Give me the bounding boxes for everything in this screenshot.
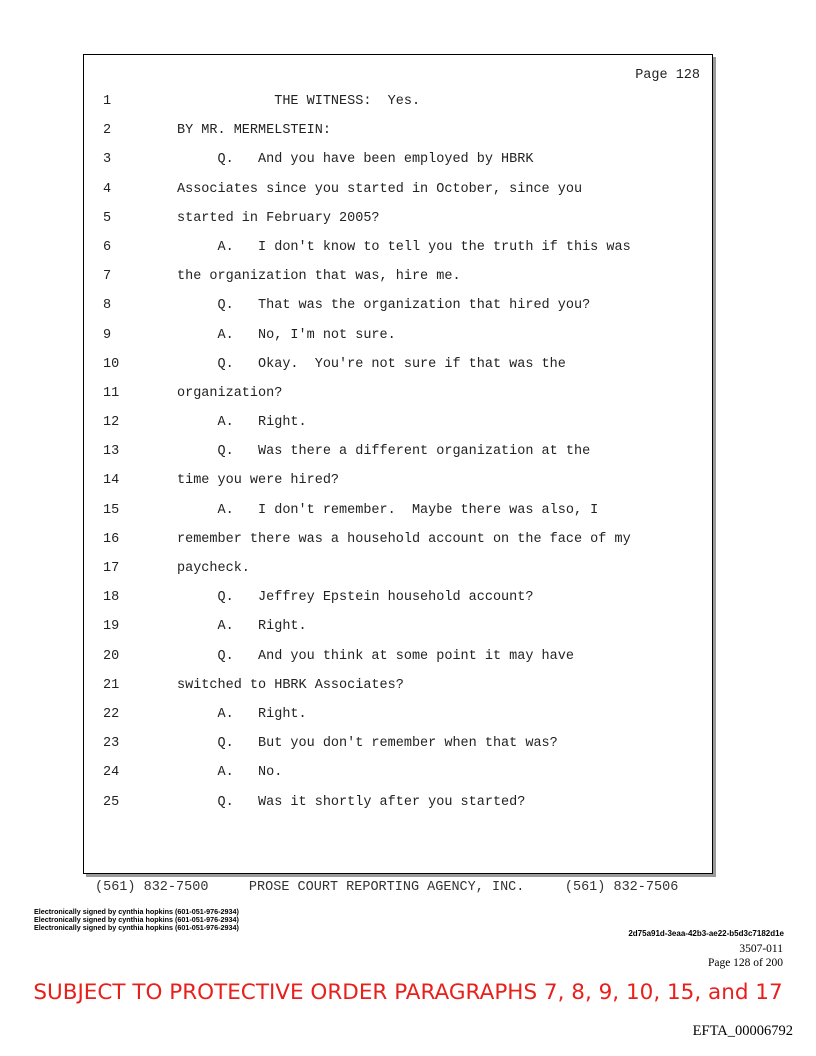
- transcript-line: [84, 123, 712, 152]
- line-text: Q. Was it shortly after you started?: [177, 794, 526, 810]
- line-text: Q. Jeffrey Epstein household account?: [177, 590, 534, 606]
- transcript-line: [84, 795, 712, 824]
- transcript-line: [84, 678, 712, 707]
- line-text: A. I don't remember. Maybe there was also, I: [177, 502, 599, 518]
- line-text: Q. And you have been employed by HBRK: [177, 152, 534, 168]
- line-text: remember there was a household account on the face of my: [177, 531, 631, 547]
- line-text: Q. Was there a different organization at the: [177, 444, 591, 460]
- line-text: Q. But you don't remember when that was?: [177, 736, 558, 752]
- transcript-line: [84, 269, 712, 298]
- line-number: 22: [103, 706, 120, 722]
- transcript-line: [84, 211, 712, 240]
- court-reporter-footer: (561) 832-7500 PROSE COURT REPORTING AGENCY, INC. (561) 832-7506: [95, 880, 679, 895]
- page-number-header: Page 128: [635, 68, 700, 83]
- line-number: 9: [103, 327, 112, 343]
- transcript-line: [84, 532, 712, 561]
- line-text: BY MR. MERMELSTEIN:: [177, 123, 331, 139]
- line-number: 25: [103, 794, 120, 810]
- line-number: 17: [103, 561, 120, 576]
- line-text: time you were hired?: [177, 473, 340, 489]
- line-number: 18: [103, 590, 120, 606]
- line-text: the organization that was, hire me.: [177, 269, 461, 285]
- line-text: A. No, I'm not sure.: [177, 327, 396, 343]
- line-number: 7: [103, 269, 112, 285]
- line-number: 1: [103, 94, 112, 109]
- transcript-line: [84, 328, 712, 357]
- line-number: 10: [103, 356, 120, 372]
- line-number: 19: [103, 619, 120, 635]
- line-number: 15: [103, 502, 120, 518]
- transcript-line: [84, 590, 712, 619]
- line-number: 2: [103, 123, 112, 139]
- transcript-line: [84, 503, 712, 532]
- transcript-line: [84, 386, 712, 415]
- transcript-line: [84, 619, 712, 648]
- line-number: 13: [103, 444, 120, 460]
- line-number: 14: [103, 473, 120, 489]
- line-number: 5: [103, 210, 112, 226]
- line-text: Q. And you think at some point it may have: [177, 648, 574, 664]
- line-text: A. Right.: [177, 415, 307, 431]
- transcript-page: [83, 54, 713, 874]
- transcript-line: [84, 152, 712, 181]
- signature-line-1: Electronically signed by cynthia hopkins (601-051-976-2934): [34, 907, 239, 916]
- line-text: paycheck.: [177, 561, 250, 576]
- protective-order-notice: SUBJECT TO PROTECTIVE ORDER PARAGRAPHS 7, 8, 9, 10, 15, and 17: [33, 980, 783, 1005]
- transcript-line: [84, 415, 712, 444]
- line-text: organization?: [177, 385, 283, 401]
- signature-line-3: Electronically signed by cynthia hopkins (601-051-976-2934): [34, 923, 239, 932]
- transcript-line: [84, 298, 712, 327]
- transcript-line: [84, 357, 712, 386]
- transcript-line: [84, 736, 712, 765]
- document-hash: 2d75a91d-3eaa-42b3-ae22-b5d3c7182d1e: [628, 929, 784, 938]
- transcript-lines: [84, 94, 712, 824]
- line-text: switched to HBRK Associates?: [177, 677, 404, 693]
- line-text: A. Right.: [177, 619, 307, 635]
- line-number: 21: [103, 677, 120, 693]
- line-number: 3: [103, 152, 112, 168]
- bates-number: EFTA_00006792: [692, 1023, 793, 1039]
- line-number: 23: [103, 736, 120, 752]
- line-text: started in February 2005?: [177, 210, 380, 226]
- line-number: 4: [103, 181, 112, 197]
- line-text: A. Right.: [177, 706, 307, 722]
- line-number: 20: [103, 648, 120, 664]
- line-text: A. No.: [177, 765, 283, 781]
- transcript-line: [84, 765, 712, 794]
- transcript-line: [84, 473, 712, 502]
- line-number: 6: [103, 239, 112, 255]
- line-number: 16: [103, 531, 120, 547]
- line-text: Associates since you started in October, since you: [177, 181, 583, 197]
- transcript-line: [84, 94, 712, 123]
- transcript-line: [84, 707, 712, 736]
- line-number: 24: [103, 765, 120, 781]
- line-text: THE WITNESS: Yes.: [177, 94, 421, 109]
- line-number: 12: [103, 415, 120, 431]
- transcript-line: [84, 444, 712, 473]
- transcript-line: [84, 561, 712, 590]
- transcript-line: [84, 649, 712, 678]
- line-text: Q. Okay. You're not sure if that was the: [177, 356, 566, 372]
- line-text: Q. That was the organization that hired you?: [177, 298, 591, 314]
- page-of-total: Page 128 of 200: [707, 957, 783, 969]
- transcript-line: [84, 182, 712, 211]
- line-number: 11: [103, 385, 120, 401]
- transcript-line: [84, 240, 712, 269]
- line-number: 8: [103, 298, 112, 314]
- exhibit-id: 3507-011: [739, 943, 783, 955]
- signature-line-2: Electronically signed by cynthia hopkins (601-051-976-2934): [34, 915, 239, 924]
- line-text: A. I don't know to tell you the truth if this was: [177, 239, 631, 255]
